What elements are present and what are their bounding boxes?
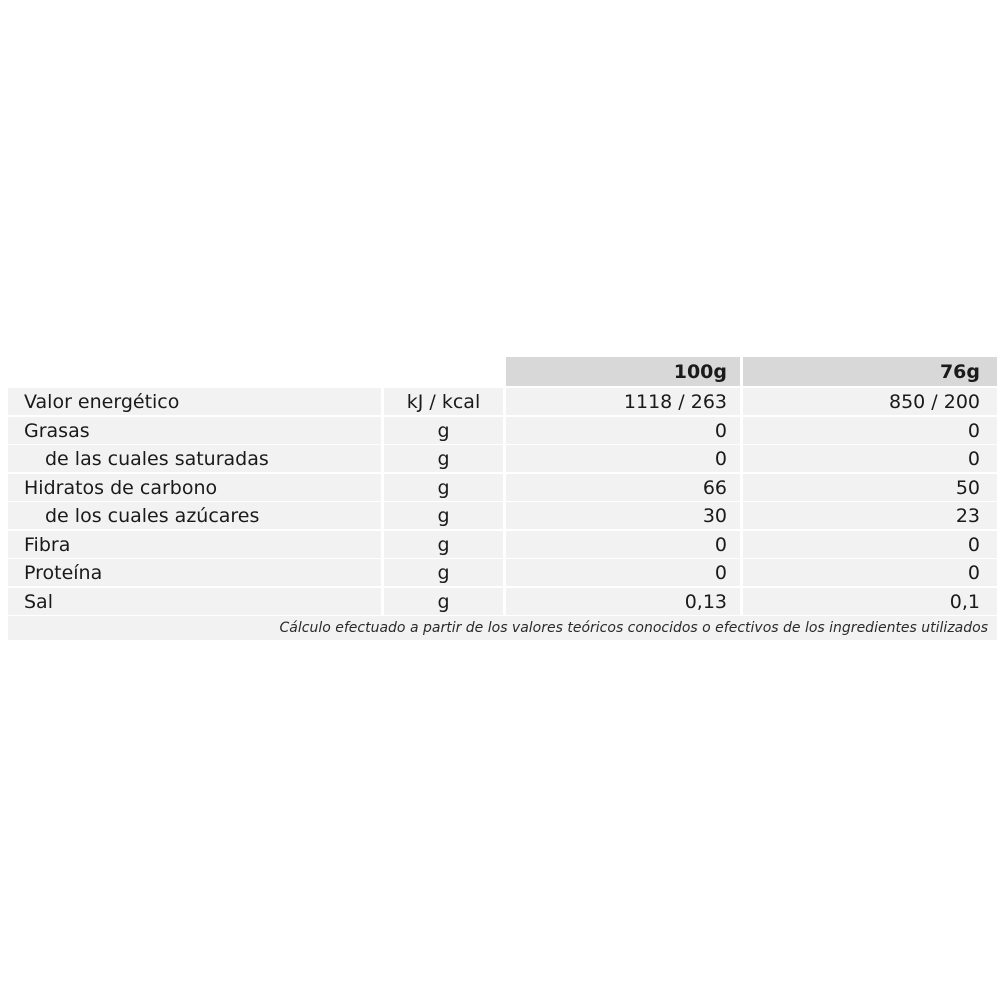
row-value-100g: 0,13 (506, 588, 740, 615)
table-row-proteina (8, 559, 997, 588)
row-unit: kJ / kcal (384, 388, 503, 415)
row-unit: g (384, 474, 503, 501)
row-name: de las cuales saturadas (8, 445, 381, 472)
table-row-grasas (8, 417, 997, 446)
table-header-row (8, 357, 997, 388)
table-row-fibra (8, 531, 997, 560)
header-76g: 76g (743, 357, 997, 386)
row-unit: g (384, 588, 503, 615)
row-value-100g: 66 (506, 474, 740, 501)
row-name: Fibra (8, 531, 381, 558)
row-value-100g: 0 (506, 559, 740, 586)
row-name: Grasas (8, 417, 381, 444)
table-row-sal (8, 588, 997, 617)
row-value-100g: 0 (506, 445, 740, 472)
header-100g: 100g (506, 357, 740, 386)
row-value-76g: 0 (743, 559, 997, 586)
table-row-valor-energetico (8, 388, 997, 417)
row-name: Sal (8, 588, 381, 615)
row-name: Hidratos de carbono (8, 474, 381, 501)
row-value-76g: 50 (743, 474, 997, 501)
row-value-76g: 850 / 200 (743, 388, 997, 415)
row-value-76g: 0,1 (743, 588, 997, 615)
header-blank-name (8, 357, 381, 386)
row-unit: g (384, 417, 503, 444)
table-row-azucares (8, 502, 997, 531)
row-value-76g: 0 (743, 417, 997, 444)
header-blank-unit (384, 357, 503, 386)
row-value-100g: 1118 / 263 (506, 388, 740, 415)
row-name: Proteína (8, 559, 381, 586)
table-footnote: Cálculo efectuado a partir de los valores teóricos conocidos o efectivos de los ingredientes utilizados (8, 616, 997, 640)
row-unit: g (384, 502, 503, 529)
row-value-100g: 0 (506, 531, 740, 558)
row-value-76g: 23 (743, 502, 997, 529)
row-unit: g (384, 531, 503, 558)
row-unit: g (384, 445, 503, 472)
row-name: Valor energético (8, 388, 381, 415)
row-value-100g: 0 (506, 417, 740, 444)
table-row-hidratos (8, 474, 997, 503)
row-value-100g: 30 (506, 502, 740, 529)
row-unit: g (384, 559, 503, 586)
row-value-76g: 0 (743, 445, 997, 472)
row-value-76g: 0 (743, 531, 997, 558)
row-name: de los cuales azúcares (8, 502, 381, 529)
table-row-saturadas (8, 445, 997, 474)
nutrition-table (8, 357, 997, 640)
